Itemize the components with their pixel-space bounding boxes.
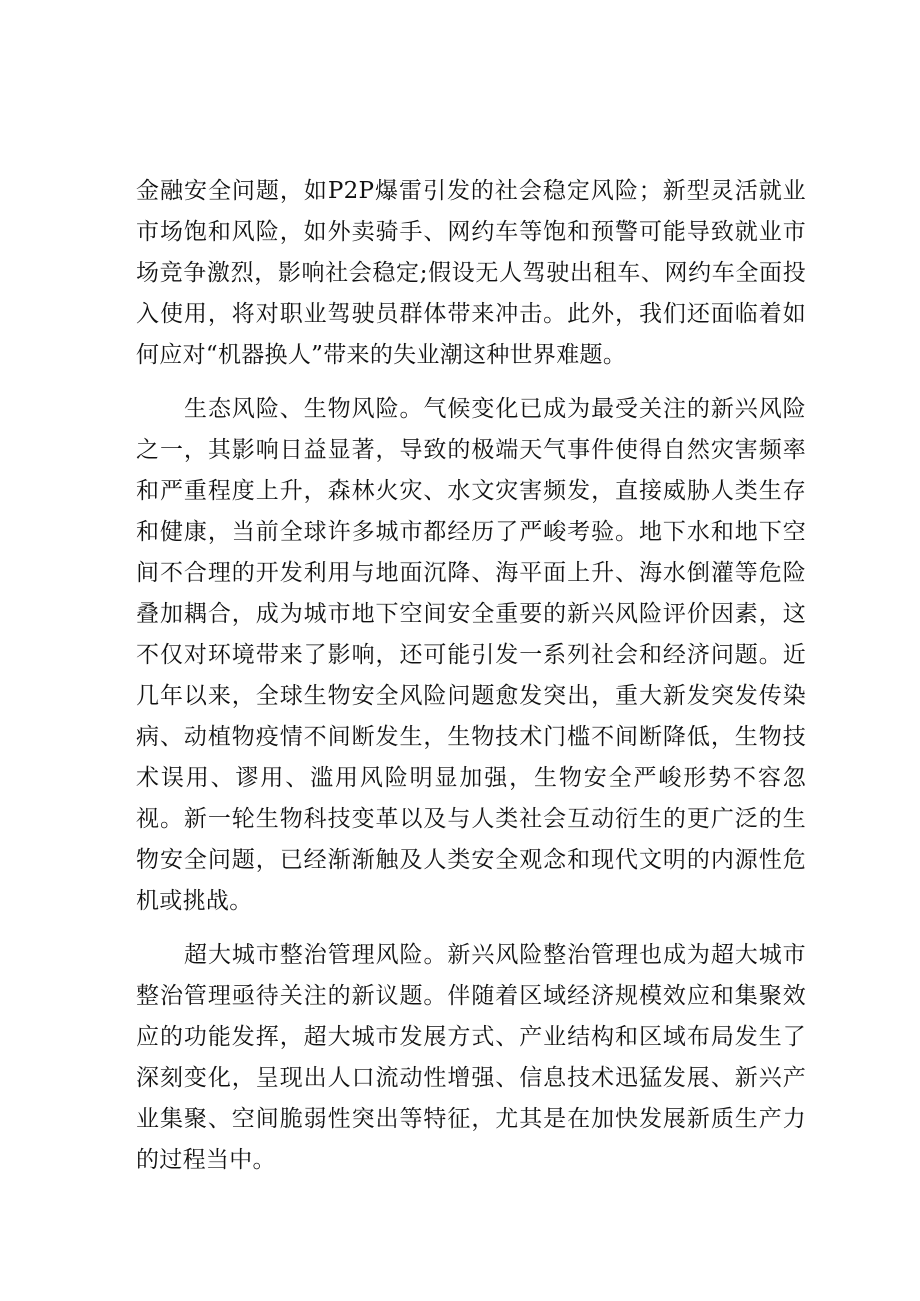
paragraph-megacity-governance-risk: 超大城市整治管理风险。新兴风险整治管理也成为超大城市整治管理亟待关注的新议题。伴随着区域经济规模效应和集聚效应的功能发挥，超大城市发展方式、产业结构和区域布局发生了深刻变化，呈现出人口流动性增强、信息技术迅猛发展、新兴产业集聚、空间脆弱性突出等特征，尤其是在加快发展新质生产力的过程当中。 bbox=[136, 942, 806, 1173]
paragraph-financial-employment-risk: 金融安全问题，如P2P爆雷引发的社会稳定风险；新型灵活就业市场饱和风险，如外卖骑手、网约车等饱和预警可能导致就业市场竞争激烈，影响社会稳定;假设无人驾驶出租车、网约车全面投入使用，将对职业驾驶员群体带来冲击。此外，我们还面临着如何应对“机器换人”带来的失业潮这种世界难题。 bbox=[136, 178, 806, 368]
body-text bbox=[136, 171, 806, 1181]
paragraph-ecological-biological-risk: 生态风险、生物风险。气候变化已成为最受关注的新兴风险之一，其影响日益显著，导致的极端天气事件使得自然灾害频率和严重程度上升，森林火灾、水文灾害频发，直接威胁人类生存和健康，当前全球许多城市都经历了严峻考验。地下水和地下空间不合理的开发利用与地面沉降、海平面上升、海水倒灌等危险叠加耦合，成为城市地下空间安全重要的新兴风险评价因素，这不仅对环境带来了影响，还可能引发一系列社会和经济问题。近几年以来，全球生物安全风险问题愈发突出，重大新发突发传染病、动植物疫情不间断发生，生物技术门槛不间断降低，生物技术误用、谬用、滥用风险明显加强，生物安全严峻形势不容忽视。新一轮生物科技变革以及与人类社会互动衍生的更广泛的生物安全问题，已经渐渐触及人类安全观念和现代文明的内源性危机或挑战。 bbox=[136, 396, 806, 914]
